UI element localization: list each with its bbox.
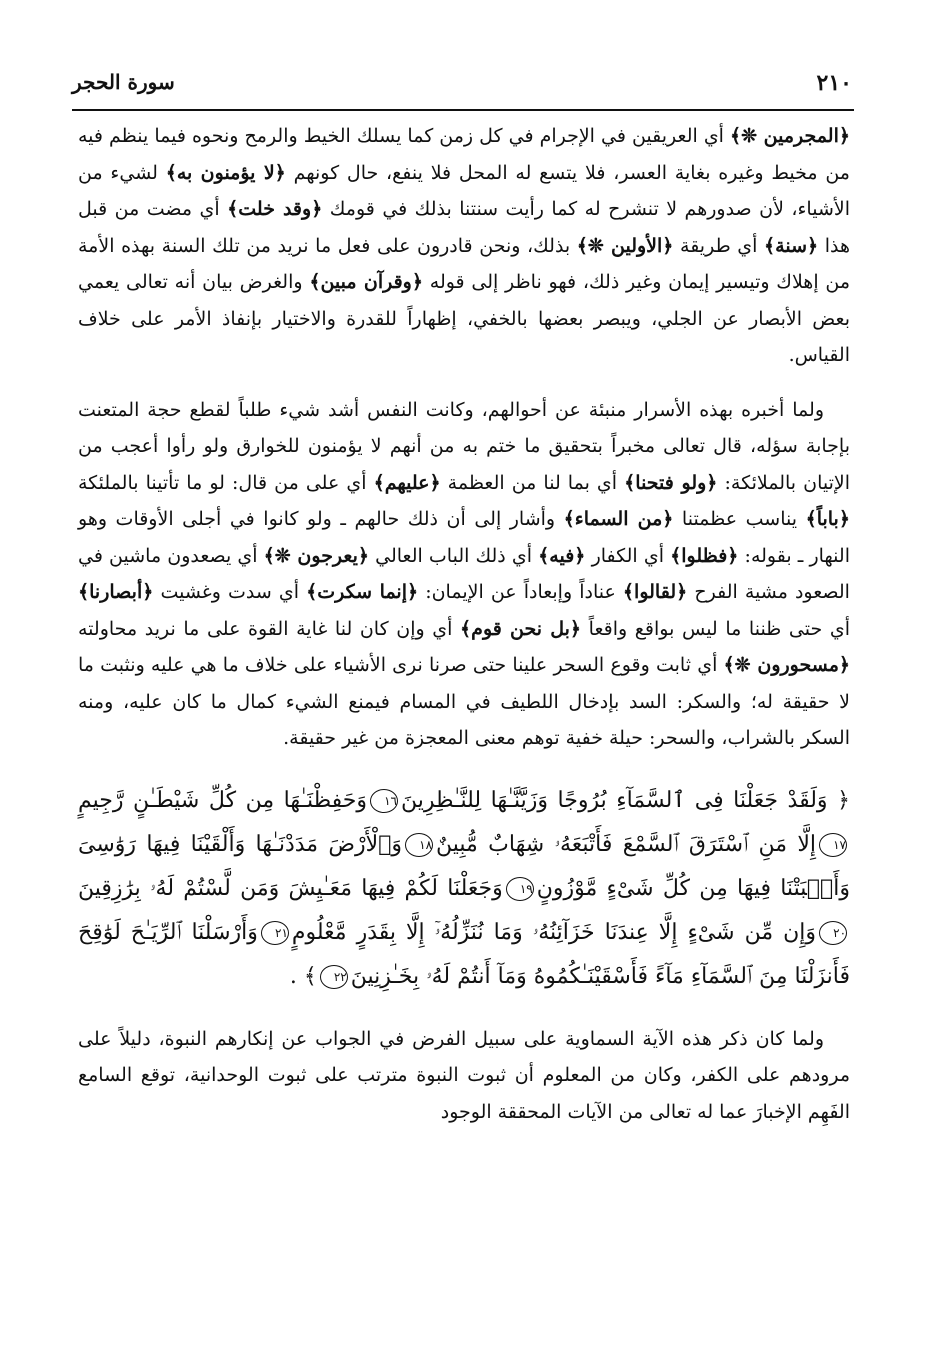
paragraph-commentary-3 [78,1021,850,1131]
commentary-text: بذلك، ونحن قادرون على فعل ما نريد من تلك السنة بهذه الأمة من إهلاك وتيسير إيمان وغير ذلك، فهو ناظر إلى قوله [78,234,850,293]
commentary-text: ولما كان ذكر هذه الآية السماوية على سبيل الفرض في الجواب عن إنكارهم النبوة، دليلاً على مرودهم على الكفر، وكان من المعلوم أن ثبوت النبوة مترتب على ثبوت الوحدانية، توقع السامع الفَهِم الإخبارَ عما له تعالى من الآيات المحققة الوجود [78,1027,850,1123]
commentary-text: أي الكفار [585,544,671,567]
quran-keyword: ﴿الأولين ❊﴾ [576,234,674,257]
quran-keyword: ﴿عليهم﴾ [373,471,441,494]
quran-keyword: ﴿لا يؤمنون به﴾ [165,161,286,184]
commentary-text: أي ذلك الباب العالي [369,544,539,567]
quran-keyword: ﴿فظلوا﴾ [670,544,739,567]
commentary-text: لشيء من الأشياء، لأن صدورهم لا تنشرح له كما رأيت سنتنا بذلك في قومك [78,161,850,220]
commentary-text: أي على من قال: لو ما تأتينا بالملئكة [78,471,374,494]
header-divider [72,109,854,111]
verse-text: وَحَفِظْنَـٰهَا مِن كُلِّ شَيْطَـٰنٍ رَّجِيمٍ [78,787,367,813]
page-number: ٢١٠ [816,70,852,96]
quran-keyword: ﴿المجرمين ❊﴾ [730,125,850,147]
quran-keyword: ﴿باباً﴾ [805,508,850,530]
verse-text: وَإِن مِّن شَىْءٍ إِلَّا عِندَنَا خَزَآئِنُهُۥ وَمَا نُنَزِّلُهُۥٓ إِلَّا بِقَدَرٍ مَّعْلُومٍ [291,919,817,945]
paragraph-gap [78,374,850,392]
quran-keyword: ﴿وقرآن مبين﴾ [309,271,423,293]
quran-verse-block [78,775,850,1003]
running-title: سورة الحجر [72,70,175,94]
ayah-number-marker: ٢١ [261,921,289,945]
commentary-text: أي مضت من قبل هذا [78,198,850,257]
quran-keyword: ﴿من السماء﴾ [563,508,674,530]
commentary-text: أي ثابت وقوع السحر علينا حتى صرنا نرى الأشياء على خلاف ما هي عليه ونثبت ما لا حقيقة له؛ والسكر: السد بإدخال اللطيف في المسام فيمنع الشيء كمال ما كان عليه، ومنه السكر بالشراب، والسحر: حيلة خفية توهم معنى المعجزة من غير حقيقة. [78,654,850,749]
commentary-text: ولما أخبره بهذه الأسرار منبئة عن أحوالهم، وكانت النفس أشد شيء طلباً لقطع حجة المتعنت بإجابة سؤله، قال تعالى مخبراً بتحقيق ما ختم به من أنهم لا يؤمنون للخوارق ولو رأوا أعجب من الإتيان بالملائكة: [78,398,850,494]
verse-text: وَأَرْسَلْنَا ٱلرِّيَـٰحَ لَوَٰقِحَ فَأَنزَلْنَا مِنَ ٱلسَّمَآءِ مَآءً فَأَسْقَيْنَـٰكُمُوهُ وَمَآ أَنتُمْ لَهُۥ بِخَـٰزِنِينَ [78,919,850,989]
paragraph-gap [78,757,850,775]
commentary-text: أي طريقة [673,234,765,257]
paragraph-commentary-1 [78,118,850,374]
verse-text: وَلَقَدْ جَعَلْنَا فِى ٱلسَّمَآءِ بُرُوجًا وَزَيَّنَّـٰهَا لِلنَّـٰظِرِينَ [401,787,828,813]
quran-keyword: ﴿يعرجون ❊﴾ [263,544,370,567]
verse-text: وَجَعَلْنَا لَكُمْ فِيهَا مَعَـٰيِشَ وَمَن لَّسْتُمْ لَهُۥ بِرَٰزِقِينَ [78,875,503,901]
commentary-text: يناسب عظمتنا [673,508,806,530]
paragraph-gap [78,1003,850,1021]
commentary-text: أي حتى ظننا ما ليس بواقع واقعاً [581,617,850,640]
verse-text: وَٱلْأَرْضَ مَدَدْنَـٰهَا وَأَلْقَيْنَا فِيهَا رَوَٰسِىَ وَأَنۢبَتْنَا فِيهَا مِن كُلِّ شَىْءٍ مَّوْزُونٍ [78,831,850,901]
quran-keyword: ﴿إنما سكرت﴾ [306,581,419,603]
quran-keyword: ﴿مسحورون ❊﴾ [723,654,851,676]
ayah-number-marker: ٢٠ [819,921,847,945]
commentary-text: والغرض بيان أنه تعالى يعمي بعض الأبصار عن الجلي، ويبصر بعضها بالخفي، إظهاراً للقدرة والاختيار بإنفاذ الأمر على خلاف القياس. [78,271,850,366]
commentary-text: أي وإن كان لنا غاية القوة على ما نريد محاولته [78,617,461,640]
ayah-number-marker: ١٧ [819,833,847,857]
quran-keyword: ﴿فيه﴾ [538,544,586,567]
quran-keyword: ﴿ولو فتحنا﴾ [624,471,718,494]
verse-close-bracket: ﴾ . [289,963,317,989]
commentary-text: أي سدت وغشيت [153,581,307,603]
quran-keyword: ﴿وقد خلت﴾ [227,198,323,220]
quran-keyword: ﴿أبصارنا﴾ [78,581,154,603]
ayah-number-marker: ١٦ [370,789,398,813]
verse-open-bracket: ﴿ [837,787,850,813]
paragraph-commentary-2 [78,392,850,757]
quran-keyword: ﴿لقالوا﴾ [622,581,688,603]
page-body [78,118,850,1130]
quran-keyword: ﴿سنة﴾ [764,234,819,257]
commentary-text: أي يصعدون ماشين في الصعود مشية الفرح [78,544,850,603]
commentary-text: عناداً وإبعاداً عن الإيمان: [418,581,623,603]
commentary-text: وأشار إلى أن ذلك حالهم ـ ولو كانوا في أجلى الأوقات وهو النهار ـ بقوله: [78,508,850,567]
ayah-number-marker: ١٨ [405,833,433,857]
commentary-text: أي العريقين في الإجرام في كل زمن كما يسلك الخيط والرمح ونحوه فيما ينظم فيه من مخيط وغيره بغاية العسر، فلا يتسع له المحل فلا ينفع، حال كونهم [78,125,850,184]
page-header [72,70,852,100]
commentary-text: أي بما لنا من العظمة [440,471,625,494]
verse-text: إِلَّا مَنِ ٱسْتَرَقَ ٱلسَّمْعَ فَأَتْبَعَهُۥ شِهَابٌ مُّبِينٌ [436,831,816,857]
ayah-number-marker: ٢٢ [320,965,348,989]
ayah-number-marker: ١٩ [506,877,534,901]
quran-keyword: ﴿بل نحن قوم﴾ [460,617,582,640]
